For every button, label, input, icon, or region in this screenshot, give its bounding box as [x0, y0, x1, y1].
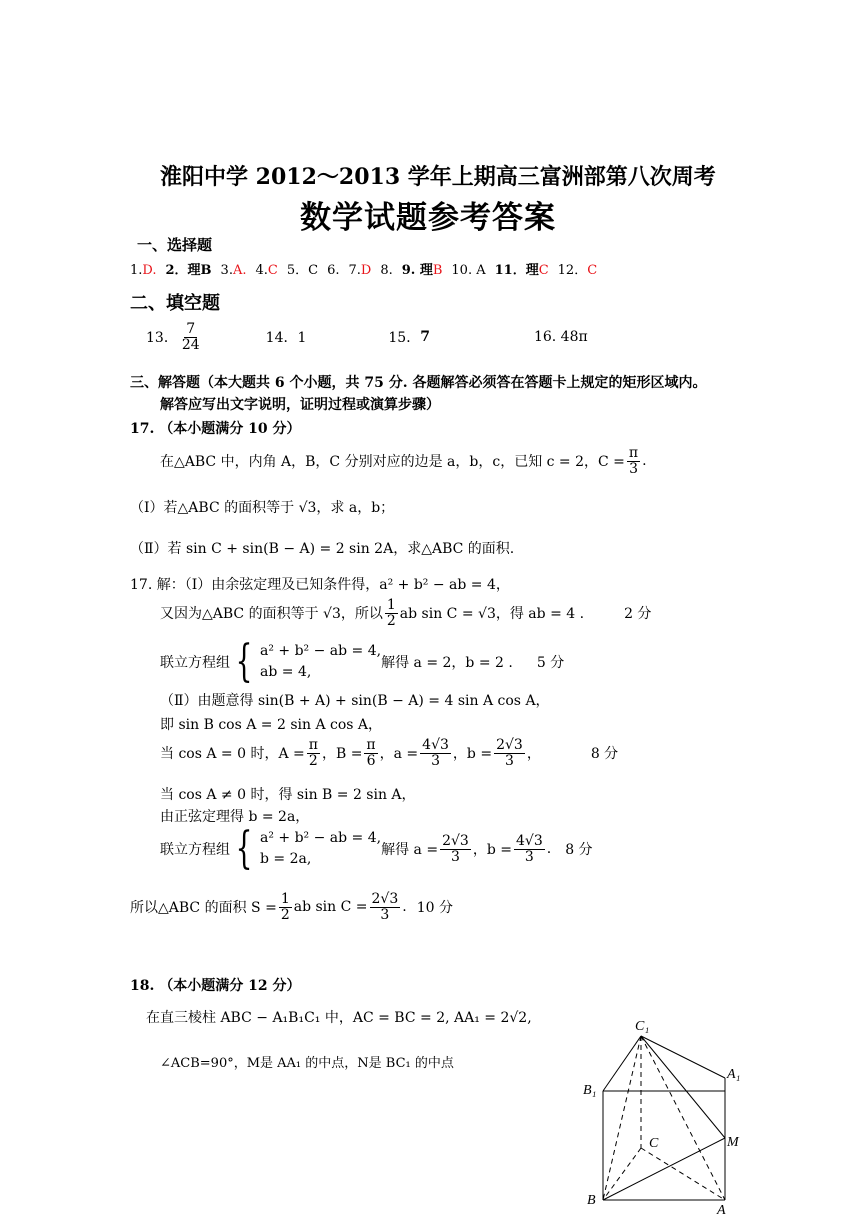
- label-b: B: [587, 1193, 596, 1208]
- q17-solution-line4: （Ⅱ）由题意得 sin(B + A) + sin(B − A) = 4 sin A cos A，: [160, 693, 550, 709]
- q17-solution-conclusion: 所以△ABC 的面积 S = $\frac{1}{2}$ ab sin C = $\frac{2√3}{3}$ . 10 分: [130, 891, 453, 923]
- choice-item: 5．C: [286, 263, 319, 278]
- choice-item: 1.D.: [130, 263, 157, 278]
- choice-item: 7.D: [348, 263, 372, 278]
- choice-item: 2．理B: [165, 263, 212, 278]
- q17-stem: 在△ABC 中，内角 A，B，C 分别对应的边是 a，b，c，已知 c = 2，C = $\frac{\pi}{3}$ .: [160, 445, 647, 477]
- hidden-segment-c1a: [641, 1036, 725, 1200]
- choice-answer: A.: [232, 263, 247, 278]
- score-mark: 8 分: [565, 842, 593, 858]
- score-mark: 2 分: [624, 606, 652, 623]
- q17-solution-system2: 联立方程组 { a² + b² − ab = 4, b = 2a, 解得 a = $\frac{2√3}{3}$ ，b = $\frac{4√3}{3}$ . 8 分: [160, 823, 593, 874]
- q17-part2: （Ⅱ）若 sin C + sin(B − A) = 2 sin 2A，求△ABC 的面积.: [130, 541, 515, 557]
- score-mark: 8 分: [590, 746, 619, 763]
- q17-solution-line8: 由正弦定理得 b = 2a，: [160, 809, 310, 825]
- page-subtitle: 数学试题参考答案: [300, 200, 556, 236]
- q18-stem-line2: ∠ACB=90°，M是 AA₁ 的中点，N是 BC₁ 的中点: [160, 1056, 454, 1071]
- section-heading-choice: 一、选择题: [137, 236, 213, 254]
- choice-item: 9. 理B: [401, 263, 443, 278]
- q14-answer: 14．1: [265, 330, 307, 347]
- choice-answer: B: [200, 263, 212, 278]
- page-title: 淮阳中学 2012～2013 学年上期高三富洲部第八次周考: [160, 164, 716, 190]
- choice-item: 11．理C: [494, 263, 549, 278]
- edge-b1c1: [603, 1036, 641, 1091]
- label-a1: A₁: [727, 1067, 741, 1082]
- edge-c1a1: [641, 1036, 725, 1078]
- choice-item: 12．C: [557, 263, 598, 278]
- label-a: A: [717, 1203, 726, 1216]
- choice-answer: C: [587, 263, 598, 278]
- choice-item: 8.: [380, 263, 393, 278]
- q16-answer: 16. 48π: [533, 329, 588, 346]
- choice-answer: D: [360, 263, 372, 278]
- q17-solution-line5: 即 sin B cos A = 2 sin A cos A，: [160, 717, 383, 733]
- choice-answer: C: [308, 263, 319, 278]
- segment-c1m: [641, 1036, 725, 1138]
- q17-solution-line2: 又因为△ABC 的面积等于 √3，所以 $\frac{1}{2}$ ab sin C = √3，得 ab = 4 . 2 分: [160, 597, 652, 629]
- q17-title: 17. （本小题满分 10 分）: [130, 421, 301, 437]
- label-c1: C₁: [635, 1019, 650, 1034]
- label-c: C: [649, 1136, 659, 1151]
- segment-bm: [603, 1138, 725, 1200]
- hidden-edge-cb: [603, 1148, 641, 1200]
- q17-solution-system1: 联立方程组 { a² + b² − ab = 4, ab = 4, 解得 a = 2，b = 2 . 5 分: [160, 636, 565, 687]
- q17-solution-line7: 当 cos A ≠ 0 时，得 sin B = 2 sin A，: [160, 787, 416, 803]
- q17-solution-line1: 17. 解：（Ⅰ）由余弦定理及已知条件得，a² + b² − ab = 4，: [130, 577, 510, 593]
- choice-answer: B: [432, 263, 443, 278]
- choice-answer: C: [267, 263, 278, 278]
- choice-answer: D.: [142, 263, 157, 278]
- q18-stem-line1: 在直三棱柱 ABC − A₁B₁C₁ 中，AC = BC = 2, AA₁ = 2√2,: [146, 1010, 532, 1026]
- choice-item: 10. A: [451, 263, 486, 278]
- score-mark: 10 分: [416, 900, 453, 917]
- label-b1: B₁: [583, 1083, 597, 1098]
- q15-label: 15．: [388, 330, 421, 347]
- prism-figure: [575, 1010, 755, 1216]
- choice-item: 6.: [327, 263, 340, 278]
- choice-item: 4.C: [255, 263, 278, 278]
- q17-part1: （Ⅰ）若△ABC 的面积等于 √3，求 a，b；: [130, 500, 395, 516]
- q17-solution-line6: 当 cos A = 0 时，A = $\frac{\pi}{2}$ ，B = $\frac{\pi}{6}$ ，a = $\frac{4√3}{3}$ ，b = $\frac{2√3}{3}$ ， 8 分: [160, 737, 619, 769]
- fill-answers-row: [146, 322, 588, 352]
- choice-item: 3.A.: [220, 263, 247, 278]
- choice-answers-row: [130, 259, 606, 278]
- label-m: M: [727, 1135, 739, 1150]
- q15-answer: 7: [420, 329, 430, 346]
- hidden-segment-c1b: [603, 1036, 641, 1200]
- q13-label: 13．: [146, 330, 178, 347]
- section-heading-fill: 二、填空题: [130, 293, 220, 314]
- section-heading-solve-2: 解答应写出文字说明，证明过程或演算步骤）: [160, 397, 440, 413]
- q13-fraction: $\frac{7}{24}$: [181, 321, 200, 353]
- section-heading-solve: 三、解答题（本大题共 6 个小题，共 75 分. 各题解答必须答在答题卡上规定的矩形区域内。: [130, 375, 707, 391]
- score-mark: 5 分: [536, 655, 565, 671]
- q18-title: 18. （本小题满分 12 分）: [130, 978, 301, 994]
- choice-answer: C: [538, 263, 549, 278]
